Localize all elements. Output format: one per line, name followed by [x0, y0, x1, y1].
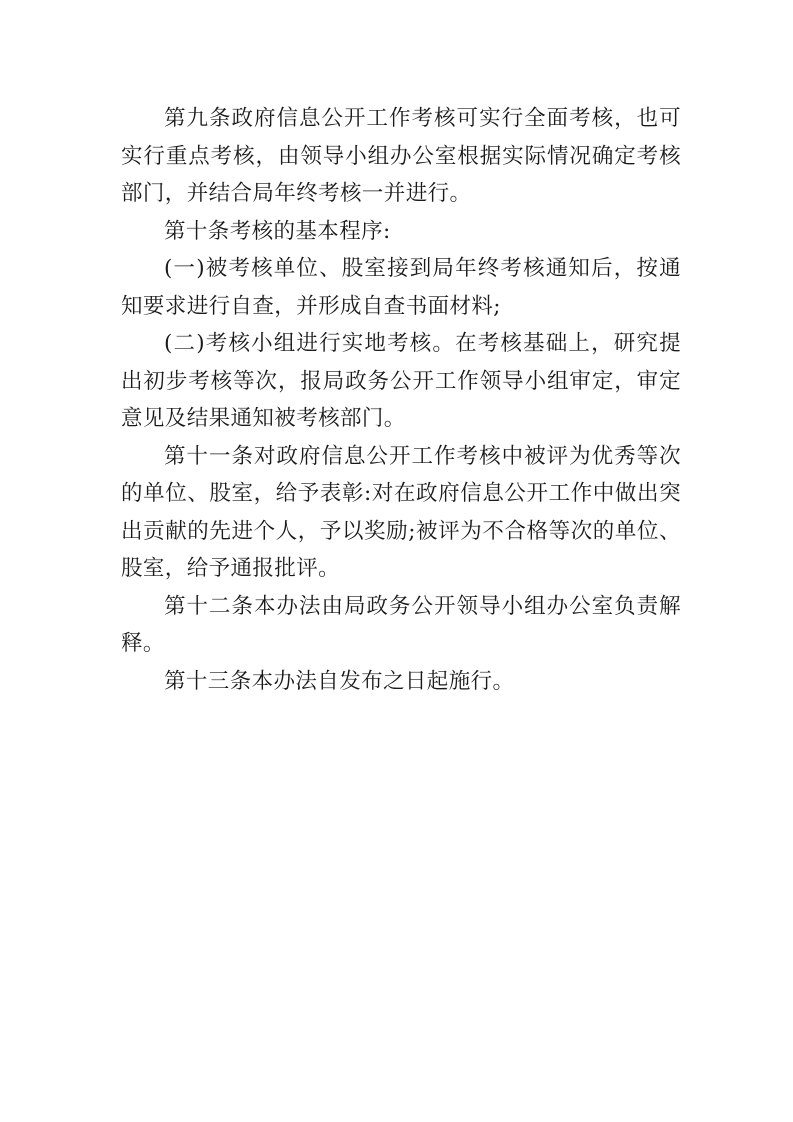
article-13-paragraph: 第十三条本办法自发布之日起施行。 [164, 668, 515, 694]
article-12-paragraph: 第十二条本办法由局政务公开领导小组办公室负责解释。 [121, 593, 681, 656]
article-10-item-2-paragraph: (二)考核小组进行实地考核。在考核基础上，研究提出初步考核等次，报局政务公开工作领导小组审定，审定意见及结果通知被考核部门。 [121, 331, 681, 431]
article-11-paragraph: 第十一条对政府信息公开工作考核中被评为优秀等次的单位、股室，给予表彰:对在政府信息公开工作中做出突出贡献的先进个人，予以奖励;被评为不合格等次的单位、股室，给予通报批评。 [121, 443, 681, 581]
article-9-paragraph: 第九条政府信息公开工作考核可实行全面考核，也可实行重点考核，由领导小组办公室根据实际情况确定考核部门，并结合局年终考核一并进行。 [121, 106, 681, 206]
document-body [121, 100, 681, 700]
article-10-item-1-paragraph: (一)被考核单位、股室接到局年终考核通知后，按通知要求进行自查，并形成自查书面材料; [121, 256, 681, 319]
article-10-paragraph: 第十条考核的基本程序: [164, 218, 391, 244]
